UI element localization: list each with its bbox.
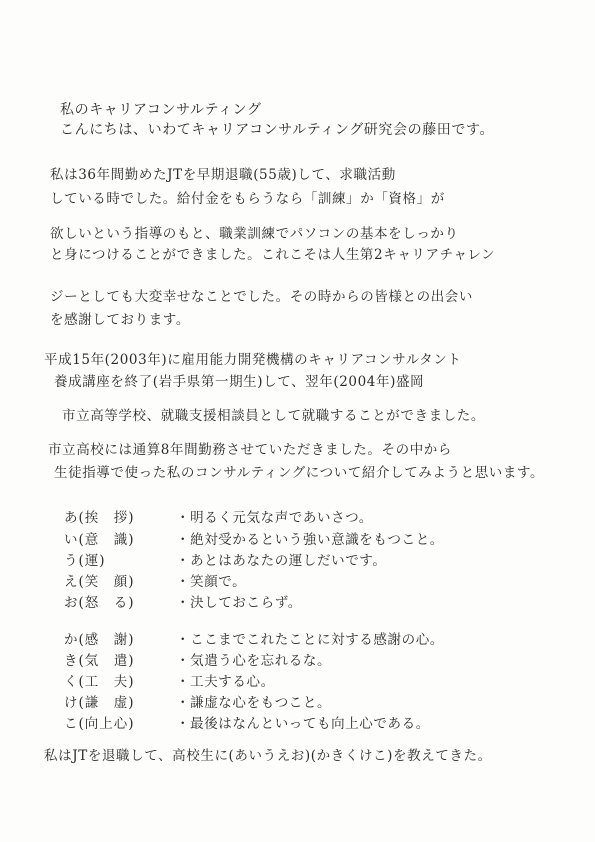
- paragraph-line: 養成講座を終了(岩手県第一期生)して、翌年(2004年)盛岡: [54, 374, 425, 390]
- paragraph-line: 市立高校には通算8年間勤務させていただきました。その中から: [48, 442, 452, 458]
- list-item-key: か(感 謝): [64, 632, 135, 648]
- list-item-value: ・ここまでこれたことに対する感謝の心。: [176, 632, 444, 648]
- list-item-key: お(怒 る): [64, 595, 135, 611]
- list-item-value: ・明るく元気な声であいさつ。: [176, 510, 373, 526]
- paragraph-line: 私は36年間勤めたJTを早期退職(55歳)して、求職活動: [50, 167, 396, 183]
- list-item-key: い(意 識): [64, 532, 135, 548]
- list-item-key: き(気 遣): [64, 653, 135, 669]
- paragraph-line: こんにちは、いわてキャリアコンサルティング研究会の藤田です。: [60, 122, 495, 138]
- list-item-key: こ(向上心): [64, 716, 135, 732]
- list-item-value: ・気遣う心を忘れるな。: [176, 653, 332, 669]
- list-item-key: あ(挨 拶): [64, 510, 135, 526]
- paragraph-line: を感謝しております。: [50, 312, 190, 328]
- list-item-key: う(運): [64, 553, 106, 569]
- list-item-value: ・あとはあなたの運しだいです。: [176, 553, 387, 569]
- list-item-key: く(工 夫): [64, 674, 135, 690]
- paragraph-line: している時でした。給付金をもらうなら「訓練」か「資格」が: [50, 191, 445, 207]
- list-item-value: ・最後はなんといっても向上心である。: [176, 716, 430, 732]
- paragraph-line: 市立高等学校、就職支援相談員として就職することができました。: [62, 408, 485, 424]
- list-item-value: ・絶対受かるという強い意識をもつこと。: [176, 532, 444, 548]
- list-item-value: ・工夫する心。: [176, 674, 275, 690]
- list-item-key: え(笑 顔): [64, 574, 135, 590]
- paragraph-line: 欲しいという指導のもと、職業訓練でパソコンの基本をしっかり: [50, 226, 459, 242]
- closing-line: 私はJTを退職して、高校生に(あいうえお)(かきくけこ)を教えてきた。: [44, 748, 492, 764]
- paragraph-line: 平成15年(2003年)に雇用能力開発機構のキャリアコンサルタント: [44, 352, 462, 368]
- paragraph-line: ジーとしても大変幸せなことでした。その時からの皆様との出会い: [50, 289, 473, 305]
- list-item-value: ・決しておこらず。: [176, 595, 302, 611]
- list-item-value: ・笑顔で。: [176, 574, 247, 590]
- list-item-value: ・謙虚な心をもつこと。: [176, 695, 332, 711]
- paragraph-line: 生徒指導で使った私のコンサルティングについて紹介してみようと思います。: [54, 465, 545, 481]
- list-item-key: け(謙 虚): [64, 695, 135, 711]
- document-title: 私のキャリアコンサルティング: [60, 102, 262, 118]
- paragraph-line: と身につけることができました。これこそは人生第2キャリアチャレン: [50, 247, 496, 263]
